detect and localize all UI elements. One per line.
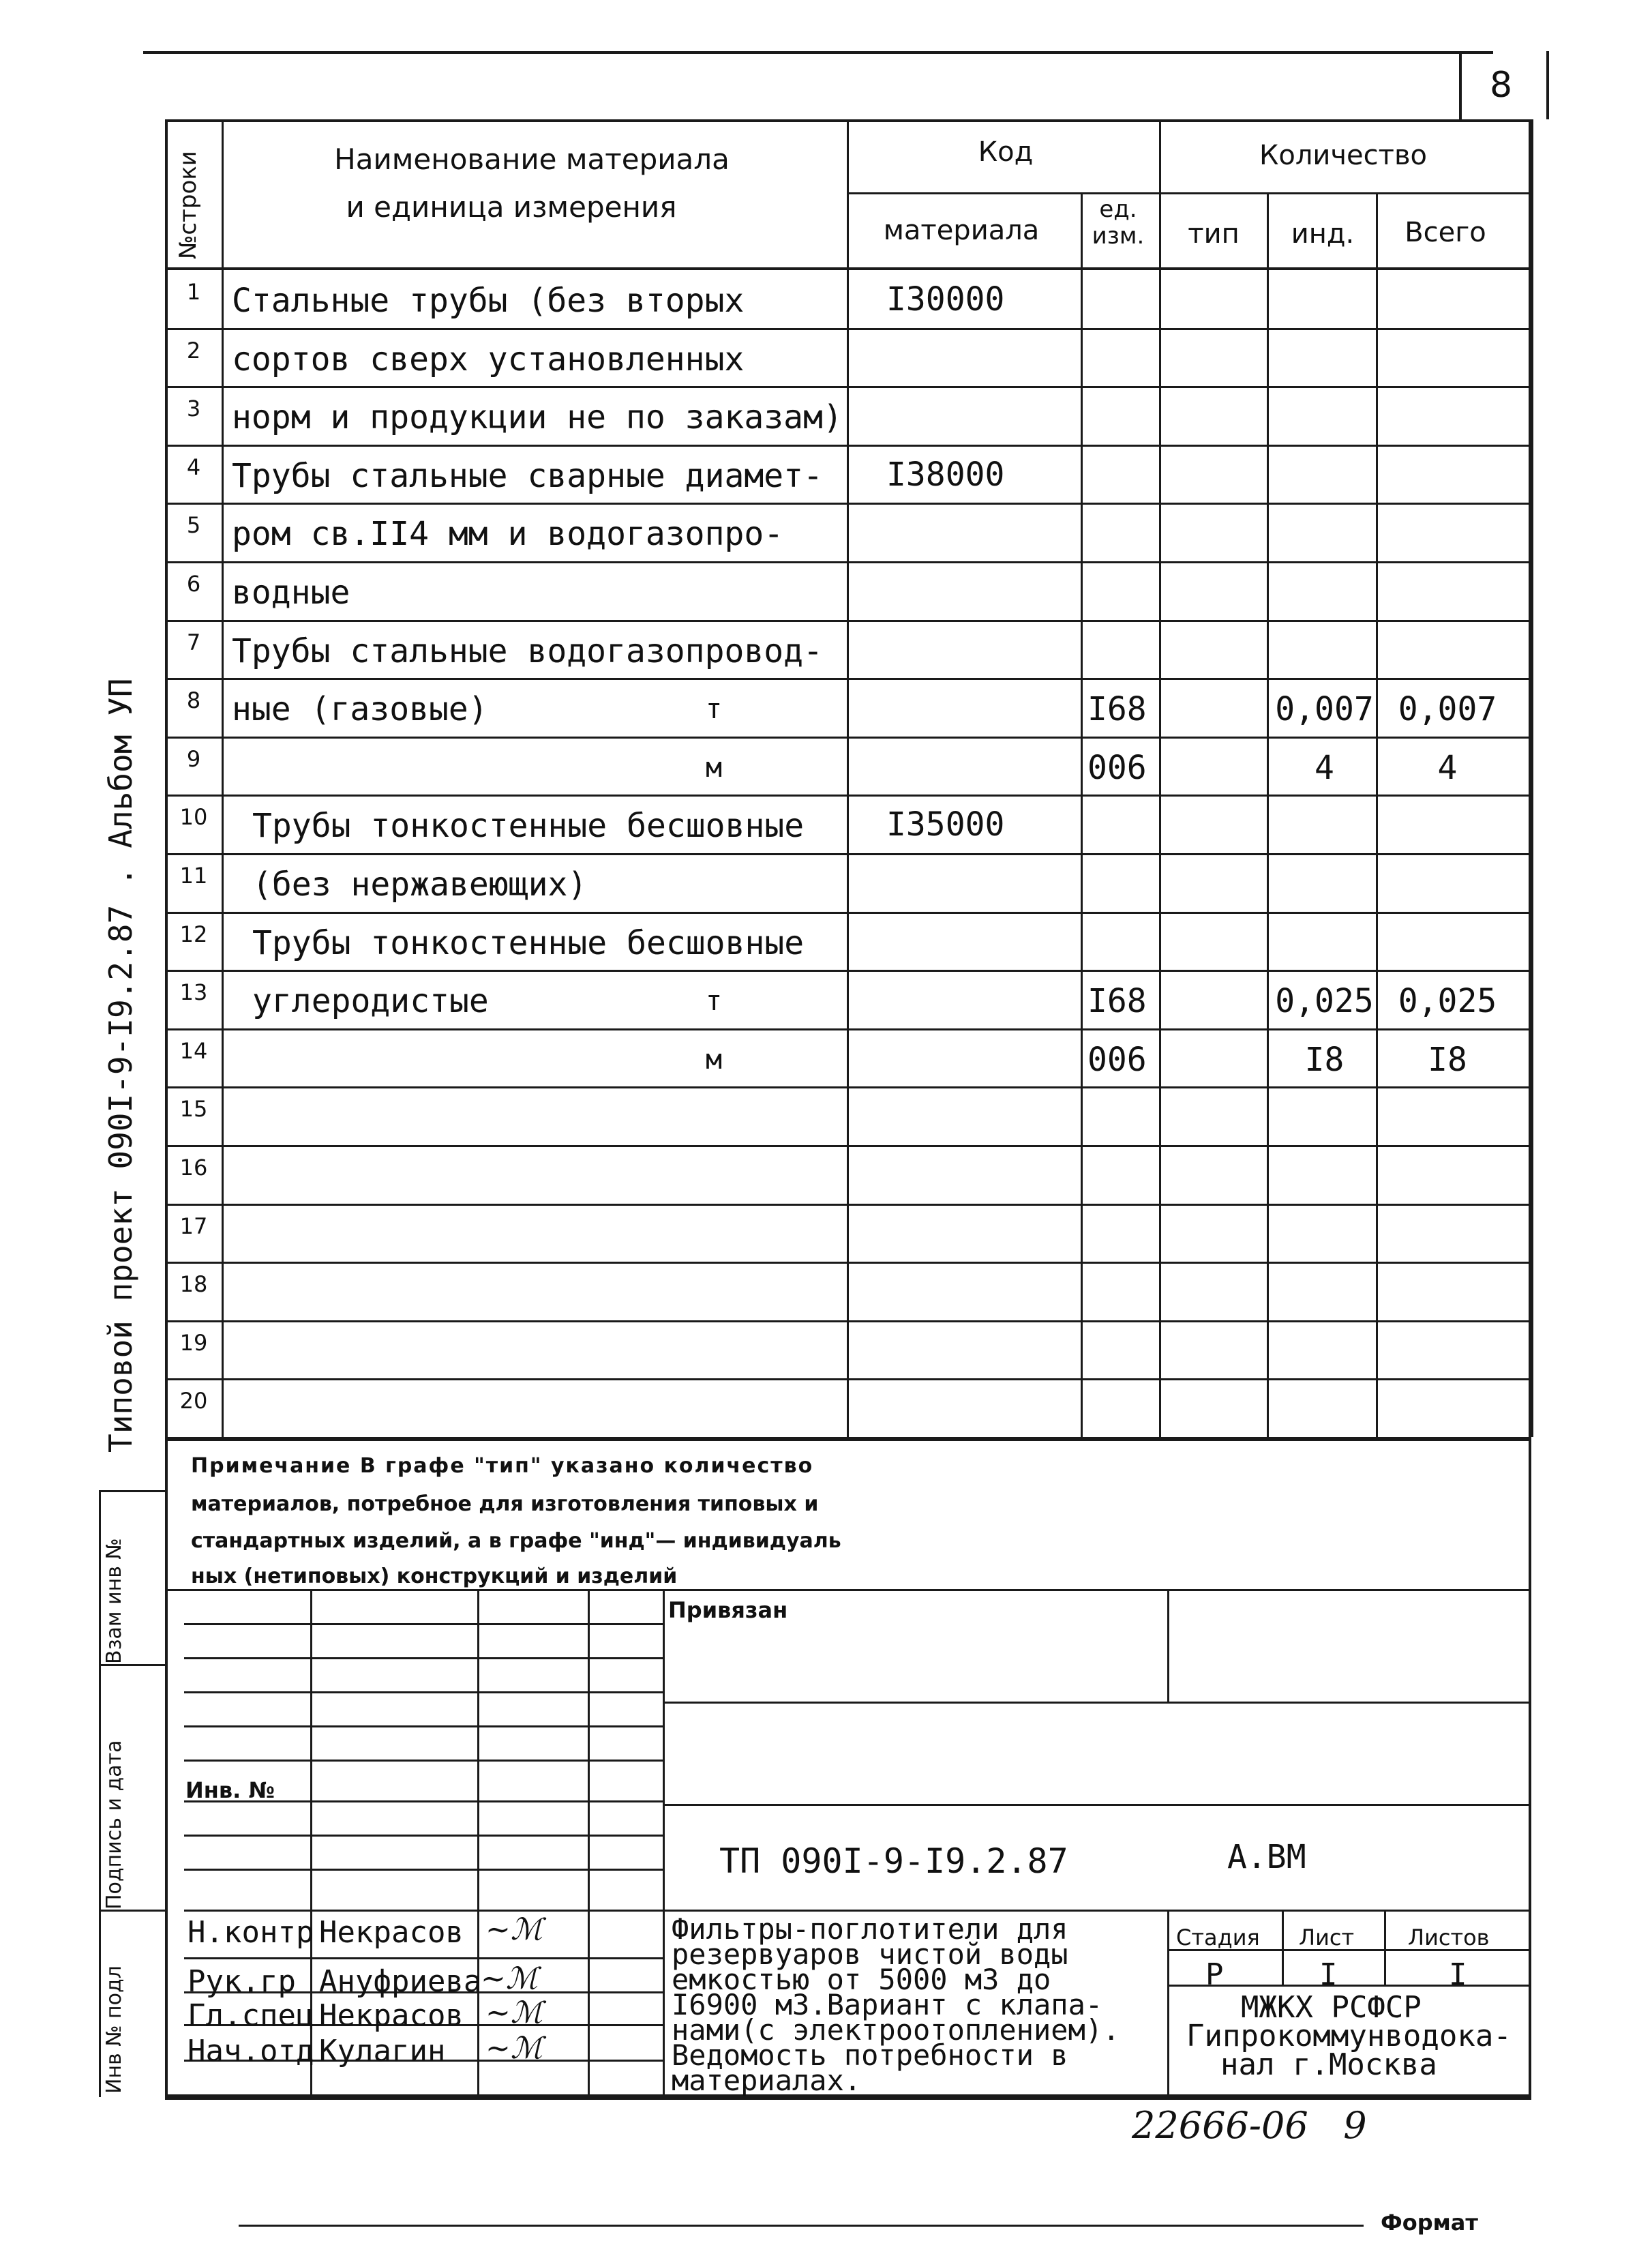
stamp-grid-row — [184, 1869, 663, 1871]
signatory-name: Некрасов — [319, 1915, 464, 1950]
table-col-rule — [222, 119, 224, 1437]
row-name: Трубы тонкостенные бесшовные — [252, 923, 805, 962]
table-row-rule — [165, 1145, 1531, 1147]
side-block-div1 — [99, 1664, 165, 1666]
row-number: 20 — [179, 1388, 208, 1414]
header-code: Код — [978, 136, 1034, 168]
stamp-grid-row — [184, 1725, 663, 1727]
table-col-rule — [1531, 119, 1533, 1437]
table-row-rule — [165, 795, 1531, 797]
stamp-grid-row — [184, 1657, 663, 1659]
signatory-name: Кулагин — [319, 2034, 446, 2068]
side-album-text: Типовой проект 090I-9-I9.2.87 . Альбом УП — [102, 678, 139, 1453]
footer-number: 22666-06 9 — [1132, 2104, 1367, 2147]
row-measure-unit: т — [706, 985, 723, 1018]
format-label: Формат — [1381, 2210, 1478, 2236]
row-number: 4 — [186, 454, 201, 480]
header-type: тип — [1188, 218, 1240, 250]
row-number: 6 — [186, 571, 201, 597]
row-number: 18 — [179, 1271, 208, 1298]
header-unit: ед. изм. — [1092, 196, 1145, 250]
doc-code: А.ВМ — [1227, 1838, 1306, 1876]
side-podpis-label: Подпись и дата — [102, 1740, 126, 1910]
row-number: 15 — [179, 1096, 208, 1123]
table-row-rule — [165, 386, 1531, 388]
side-block-div2 — [99, 1910, 165, 1912]
sheets-label: Листов — [1408, 1925, 1490, 1950]
document-title-line: Ведомость потребности в — [672, 2038, 1068, 2072]
table-row-rule — [165, 1028, 1531, 1030]
handwritten-signature: ~ℳ — [485, 1912, 543, 1947]
table-row-rule — [165, 1204, 1531, 1206]
stage-col1 — [1282, 1910, 1284, 1985]
sheet-number: 8 — [1490, 65, 1513, 106]
stage-label: Стадия — [1176, 1925, 1260, 1950]
row-name: водные — [232, 574, 350, 612]
table-row-rule — [165, 853, 1531, 855]
table-row-rule — [165, 970, 1531, 972]
row-number: 12 — [179, 921, 208, 947]
signatory-name: Ануфриева — [319, 1964, 482, 1999]
document-title-line: материалах. — [672, 2064, 862, 2097]
row-unit-code: 006 — [1087, 748, 1147, 787]
header-name-line2: и единица измерения — [346, 190, 677, 224]
stage-col2 — [1384, 1910, 1386, 1985]
table-col-rule — [1267, 192, 1269, 1437]
stamp-grid-row — [184, 1835, 663, 1837]
signatory-role: Нач.отд — [187, 2034, 314, 2068]
row-number: 14 — [179, 1037, 208, 1064]
table-row-rule — [165, 1320, 1531, 1322]
row-number: 1 — [186, 279, 201, 305]
table-row-rule — [165, 328, 1531, 330]
row-measure-unit: м — [706, 1043, 723, 1075]
signatory-role: Н.контр — [187, 1915, 314, 1950]
stamp-top-rule — [165, 1589, 1531, 1591]
handwritten-signature: ~ℳ — [481, 1961, 538, 1996]
document-title-line: резервуаров чистой воды — [672, 1938, 1068, 1971]
row-total: 0,025 — [1398, 982, 1497, 1021]
row-number: 16 — [179, 1155, 208, 1181]
stamp-grid-row — [184, 1910, 663, 1912]
signatory-role: Рук.гр — [187, 1964, 296, 1999]
designation-top — [663, 1804, 1531, 1806]
table-row-rule — [165, 445, 1531, 447]
header-bottom-rule — [165, 267, 1531, 270]
header-ind: инд. — [1291, 218, 1355, 250]
row-number: 17 — [179, 1213, 208, 1239]
row-number: 13 — [179, 979, 208, 1006]
table-row-rule — [165, 1086, 1531, 1088]
sheet-value: I — [1319, 1957, 1338, 1992]
note-line4: ных (нетиповых) конструкций и изделий — [191, 1564, 678, 1588]
table-row-rule — [165, 737, 1531, 739]
row-name: ные (газовые) — [232, 690, 488, 729]
row-name: (без нержавеющих) — [252, 865, 588, 904]
note-line3: стандартных изделий, а в графе "инд"— индивидуаль — [191, 1529, 841, 1553]
row-name: норм и продукции не по заказам) — [232, 398, 843, 437]
row-total: 0,007 — [1398, 690, 1497, 729]
table-col-rule — [1159, 119, 1161, 1437]
row-number: 10 — [179, 804, 208, 831]
row-ind: 0,007 — [1275, 690, 1374, 729]
row-material-code: I35000 — [886, 805, 1005, 844]
document-title-line: емкостью от 5000 м3 до — [672, 1963, 1051, 1996]
row-ind: 4 — [1315, 748, 1334, 787]
inv-no-label: Инв. № — [185, 1777, 275, 1803]
handwritten-signature: ~ℳ — [485, 2031, 543, 2066]
row-material-code: I38000 — [886, 455, 1005, 494]
row-name: сортов сверх установленных — [232, 340, 745, 379]
header-total: Всего — [1405, 217, 1486, 248]
row-name: Трубы тонкостенные бесшовные — [252, 807, 805, 846]
org-line3: нал г.Москва — [1220, 2047, 1437, 2082]
row-name: углеродистые — [252, 982, 489, 1021]
table-col-rule — [847, 119, 849, 1437]
page-number-box-right — [1546, 51, 1549, 119]
stamp-grid-row — [184, 1957, 663, 1959]
privyazan-bottom — [663, 1702, 1531, 1704]
row-number: 11 — [179, 863, 208, 889]
row-unit-code: 006 — [1087, 1040, 1147, 1079]
stamp-grid-row — [184, 1760, 663, 1762]
row-unit-code: I68 — [1087, 690, 1147, 729]
side-block-top — [99, 1490, 165, 1492]
table-row-rule — [165, 503, 1531, 505]
sheet-label: Лист — [1299, 1925, 1355, 1950]
org-line1: МЖКХ РСФСР — [1241, 1990, 1422, 2025]
handwritten-signature: ~ℳ — [485, 1995, 543, 2030]
table-col-rule — [1376, 192, 1378, 1437]
table-row-rule — [165, 561, 1531, 563]
signatory-role: Гл.спец — [187, 1998, 314, 2033]
table-row-rule — [165, 912, 1531, 914]
table-col-rule — [165, 119, 167, 1437]
side-inv-podl-label: Инв № подл — [102, 1965, 126, 2094]
header-mid-rule — [847, 192, 1531, 194]
document-title-line: Фильтры-поглотители для — [672, 1912, 1068, 1946]
row-total: I8 — [1428, 1040, 1467, 1079]
privyazan-col — [1167, 1589, 1169, 1702]
header-quantity: Количество — [1259, 140, 1427, 171]
row-number: 9 — [186, 745, 201, 772]
title-right-col — [1167, 1910, 1169, 2097]
table-col-rule — [1081, 192, 1083, 1437]
document-title-line: нами(с электроотоплением). — [672, 2013, 1120, 2047]
signatory-name: Некрасов — [319, 1998, 464, 2033]
row-name: Стальные трубы (без вторых — [232, 282, 745, 320]
note-top-rule — [165, 1439, 1531, 1441]
row-ind: I8 — [1304, 1040, 1345, 1079]
document-title-line: I6900 м3.Вариант с клапа- — [672, 1988, 1103, 2021]
row-number: 8 — [186, 687, 201, 714]
row-number: 7 — [186, 629, 201, 655]
note-line2: материалов, потребное для изготовления типовых и — [191, 1492, 819, 1516]
row-measure-unit: м — [706, 752, 723, 784]
row-name: ром св.II4 мм и водогазопро- — [232, 515, 784, 554]
sheets-value: I — [1449, 1957, 1467, 1992]
page-number-box-left — [1459, 51, 1462, 119]
designation-bottom — [663, 1910, 1531, 1912]
row-measure-unit: т — [706, 694, 723, 726]
row-number: 2 — [186, 337, 201, 363]
bottom-rule — [239, 2225, 1364, 2227]
row-name: Трубы стальные водогазопровод- — [232, 632, 823, 670]
table-row-rule — [165, 1378, 1531, 1380]
stage-value: Р — [1205, 1957, 1224, 1992]
header-name-line1: Наименование материала — [334, 143, 730, 176]
row-number: 3 — [186, 396, 201, 422]
row-unit-code: I68 — [1087, 982, 1147, 1021]
frame-bottom — [165, 2097, 1531, 2100]
header-row-no: №строки — [175, 151, 202, 259]
side-vzam-label: Взам инв № — [102, 1538, 126, 1664]
stamp-left-rule — [165, 1439, 167, 2097]
row-material-code: I30000 — [886, 280, 1005, 318]
stamp-grid-col — [477, 1589, 479, 2097]
stamp-grid-row — [184, 1691, 663, 1693]
stamp-grid-row — [184, 1623, 663, 1625]
row-ind: 0,025 — [1275, 982, 1374, 1021]
table-row-rule — [165, 678, 1531, 680]
row-number: 19 — [179, 1329, 208, 1356]
header-material: материала — [883, 215, 1040, 246]
row-name: Трубы стальные сварные диамет- — [232, 456, 823, 495]
note-line1: Примечание В графе "тип" указано количество — [191, 1454, 814, 1478]
privyazan-label: Привязан — [668, 1597, 788, 1623]
doc-designation: ТП 090I-9-I9.2.87 — [719, 1841, 1068, 1881]
stamp-grid-col — [663, 1589, 665, 2097]
table-row-rule — [165, 620, 1531, 622]
row-total: 4 — [1437, 748, 1458, 787]
row-number: 5 — [186, 512, 201, 539]
org-line2: Гипрокоммунводока- — [1186, 2019, 1512, 2053]
side-block-left — [99, 1490, 101, 2097]
top-border — [143, 51, 1493, 54]
table-row-rule — [165, 1262, 1531, 1264]
stamp-grid-col — [588, 1589, 590, 2097]
